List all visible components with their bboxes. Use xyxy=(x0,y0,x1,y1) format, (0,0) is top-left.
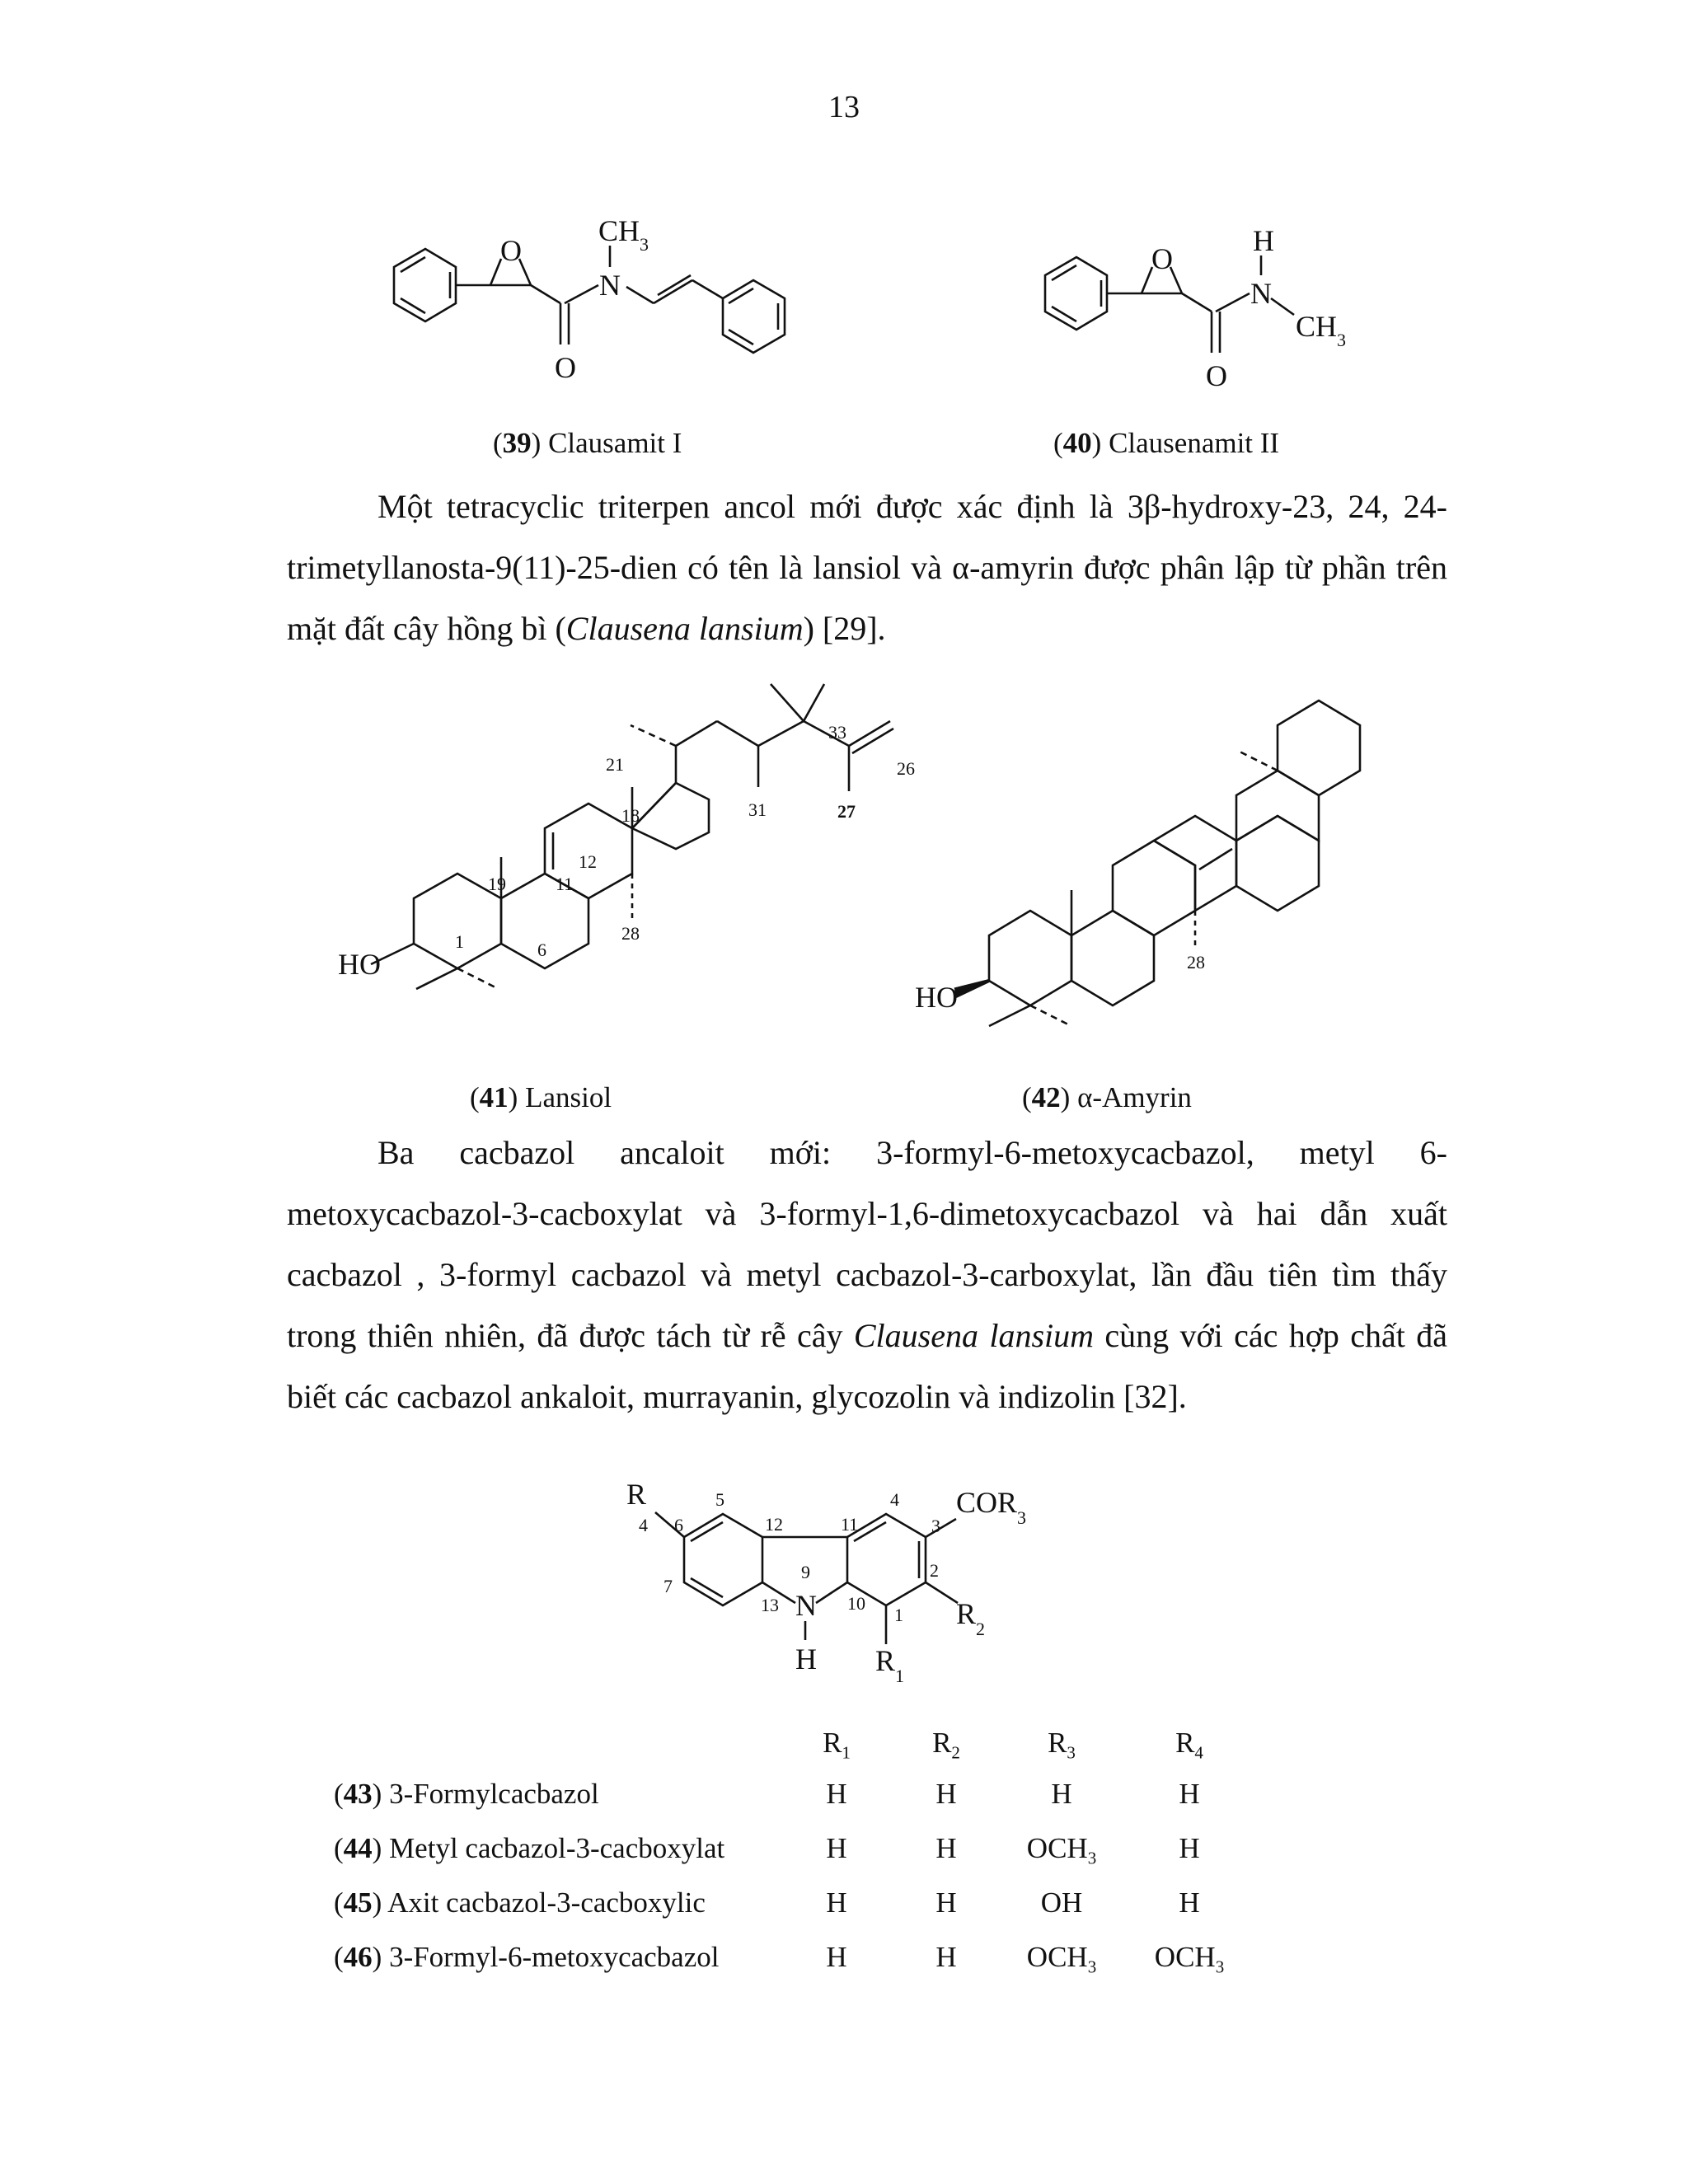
svg-text:10: 10 xyxy=(847,1593,865,1614)
structure-39-clausamit-i xyxy=(354,198,882,396)
atom-o-carbonyl: O xyxy=(555,351,576,384)
label-h: H xyxy=(795,1643,817,1675)
svg-text:4: 4 xyxy=(890,1489,899,1510)
table-row: (45) Axit cacbazol-3-cacboxylic H H OH H xyxy=(334,1886,1200,1919)
svg-text:6: 6 xyxy=(537,940,546,960)
svg-text:18: 18 xyxy=(621,805,640,826)
svg-text:1: 1 xyxy=(455,931,464,952)
structure-carbazole xyxy=(610,1446,1104,1694)
svg-text:6: 6 xyxy=(674,1515,683,1535)
label-cor3: $COR_3$ xyxy=(956,1486,1027,1528)
svg-text:19: 19 xyxy=(488,874,506,894)
paragraph-2: Ba cacbazol ancaloit mới: 3-formyl-6-metoxycacbazol, metyl 6-metoxycacbazol-3-cacboxylat và 3-formyl-1,6-dimetoxycacbazol và hai dẫn xuất cacbazol , 3-formyl cacbazol và metyl cacbazol-3-carboxylat, lần đầu tiên tìm thấy trong thiên nhiên, đã được tách từ rễ cây Clausena lansium cùng với các hợp chất đã biết các cacbazol ankaloit, murrayanin, glycozolin và indizolin [32]. xyxy=(287,1134,1448,1415)
label-ho: HO xyxy=(915,981,958,1014)
svg-text:33: 33 xyxy=(828,722,846,743)
atom-o-epoxide: O xyxy=(500,234,522,267)
label-r1: $R_1$ xyxy=(875,1644,905,1686)
structure-41-lansiol xyxy=(330,709,973,1071)
svg-text:1: 1 xyxy=(894,1605,903,1625)
label-n: N xyxy=(795,1589,817,1622)
svg-text:21: 21 xyxy=(606,754,624,775)
svg-text:31: 31 xyxy=(748,799,767,820)
table-row: (46) 3-Formyl-6-metoxycacbazol H H $OCH_3$ $OCH_3$ xyxy=(334,1941,1225,1977)
svg-text:5: 5 xyxy=(715,1489,724,1510)
caption-39: (39) Clausamit I xyxy=(493,427,682,459)
table-row: (43) 3-Formylcacbazol H H H H xyxy=(334,1778,1200,1810)
svg-text:9: 9 xyxy=(801,1562,810,1582)
svg-text:28: 28 xyxy=(621,923,640,944)
atom-n: N xyxy=(1250,277,1272,310)
svg-text:28: 28 xyxy=(1187,952,1205,972)
label-r2: $R_2$ xyxy=(956,1597,986,1639)
label-ho: HO xyxy=(338,948,381,981)
label-r4: R xyxy=(626,1478,647,1511)
caption-42: (42) α-Amyrin xyxy=(1022,1081,1192,1113)
svg-text:27: 27 xyxy=(837,801,856,822)
svg-text:3: 3 xyxy=(931,1516,940,1536)
svg-text:4: 4 xyxy=(639,1515,648,1535)
atom-h: H xyxy=(1253,224,1274,257)
svg-text:12: 12 xyxy=(765,1514,783,1535)
svg-text:26: 26 xyxy=(897,758,915,779)
atom-ch3: $CH_3$ xyxy=(1296,310,1347,350)
atom-n: N xyxy=(599,269,621,302)
atom-o-carbonyl: O xyxy=(1206,359,1227,392)
structure-40-clausenamit-ii xyxy=(1006,206,1434,404)
svg-text:11: 11 xyxy=(841,1514,859,1535)
atom-ch3: $CH_3$ xyxy=(598,214,649,255)
paragraph-1: Một tetracyclic triterpen ancol mới được xác định là 3β-hydroxy-23, 24, 24-trimetyllanosta-9(11)-25-dien có tên là lansiol và α-amyrin được phân lập từ phần trên mặt đất cây hồng bì (Clausena lansium) [29]. xyxy=(287,488,1447,647)
page-number: 13 xyxy=(828,90,860,124)
caption-41: (41) Lansiol xyxy=(470,1081,612,1113)
caption-40: (40) Clausenamit II xyxy=(1053,427,1280,459)
svg-text:13: 13 xyxy=(761,1595,779,1615)
svg-text:12: 12 xyxy=(579,851,597,872)
table-row: (44) Metyl cacbazol-3-cacboxylat H H $OCH_3$ H xyxy=(334,1832,1200,1868)
svg-text:2: 2 xyxy=(930,1560,939,1581)
structure-42-alpha-amyrin xyxy=(907,783,1368,1080)
atom-o-epoxide: O xyxy=(1151,242,1173,275)
svg-text:7: 7 xyxy=(663,1576,673,1596)
svg-text:11: 11 xyxy=(556,874,574,894)
